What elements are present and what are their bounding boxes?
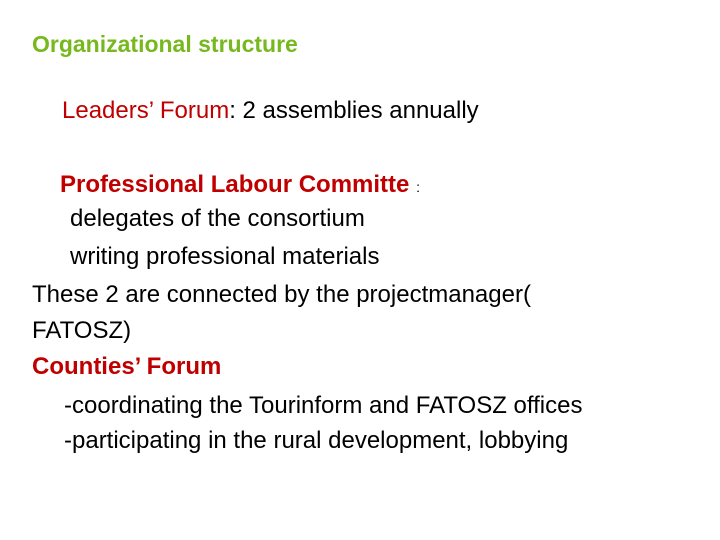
leaders-forum-label: Leaders’ Forum	[62, 97, 230, 124]
leaders-forum-text: : 2 assemblies annually	[229, 97, 479, 124]
committee-line	[60, 170, 420, 202]
counties-forum-item: -participating in the rural development, lobbying	[64, 427, 569, 454]
connection-line-2: FATOSZ)	[32, 317, 132, 344]
committee-label: Professional Labour Committe	[60, 171, 410, 198]
committee-colon: :	[416, 179, 420, 195]
committee-item: writing professional materials	[70, 243, 380, 270]
counties-forum-item: -coordinating the Tourinform and FATOSZ offices	[64, 392, 583, 419]
leaders-forum-line	[62, 96, 479, 126]
slide-title: Organizational structure	[32, 31, 298, 57]
connection-line-1: These 2 are connected by the projectmanager(	[32, 281, 531, 308]
committee-item: delegates of the consortium	[70, 205, 365, 232]
counties-forum-label: Counties’ Forum	[32, 353, 222, 380]
